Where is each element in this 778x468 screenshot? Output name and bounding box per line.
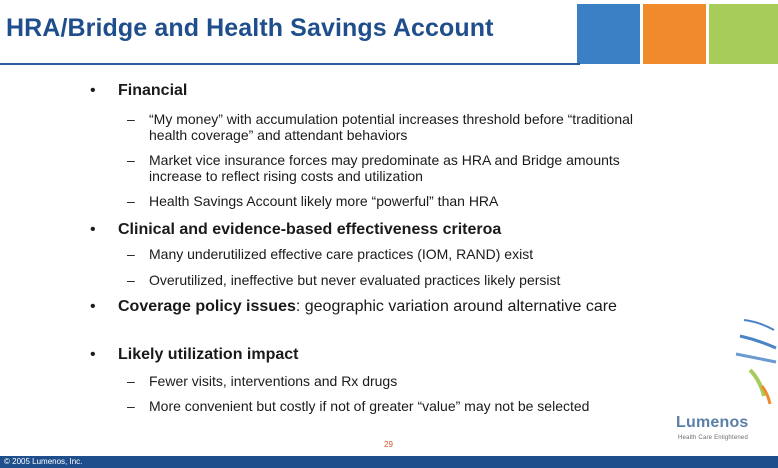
decor-square-green (709, 4, 778, 64)
company-logo (676, 414, 758, 446)
bullet-heading: Clinical and evidence-based effectiveness criteroa (118, 221, 502, 238)
sub-bullet-text: Overutilized, ineffective but never evaluated practices likely persist (149, 272, 561, 288)
sub-bullet-marker: – (127, 272, 135, 288)
page-number: 29 (384, 440, 393, 449)
sub-bullet-text: Many underutilized effective care practices (IOM, RAND) exist (149, 246, 534, 262)
bullet-text (118, 298, 678, 315)
bullet-marker: • (90, 346, 96, 363)
sub-bullet-marker: – (127, 193, 135, 209)
bullet-marker: • (90, 82, 96, 99)
title-underline (0, 63, 580, 65)
logo-tagline: Health Care Enlightened (678, 435, 748, 441)
bullet-marker: • (90, 221, 96, 238)
bullet-heading: Coverage policy issues (118, 298, 296, 315)
decor-square-orange (643, 4, 706, 64)
sub-bullet-marker: – (127, 373, 135, 389)
bullet-heading: Financial (118, 82, 188, 99)
sub-bullet-text: Health Savings Account likely more “powerful” than HRA (149, 193, 499, 209)
sub-bullet-text: Market vice insurance forces may predominate as HRA and Bridge amounts increase to reflect rising costs and utilization (149, 152, 620, 184)
sub-bullet-marker: – (127, 246, 135, 262)
sub-bullet-text: “My money” with accumulation potential increases threshold before “traditional health coverage” and attendant behaviors (149, 111, 634, 143)
bullet-heading: Likely utilization impact (118, 346, 299, 363)
decorative-arcs-icon (730, 300, 778, 420)
sub-bullet-marker: – (127, 111, 135, 127)
sub-bullet-marker: – (127, 398, 135, 414)
copyright: © 2005 Lumenos, Inc. (4, 457, 83, 466)
sub-bullet-text: More convenient but costly if not of greater “value” may not be selected (149, 398, 590, 414)
footer-bar (0, 456, 778, 468)
logo-name: Lumenos (676, 414, 749, 431)
slide-title: HRA/Bridge and Health Savings Account (6, 14, 494, 42)
sub-bullet-marker: – (127, 152, 135, 168)
decor-square-blue (577, 4, 640, 64)
sub-bullet-text: Fewer visits, interventions and Rx drugs (149, 373, 398, 389)
bullet-marker: • (90, 298, 96, 315)
bullet-rest: : geographic variation around alternative care (295, 298, 617, 315)
